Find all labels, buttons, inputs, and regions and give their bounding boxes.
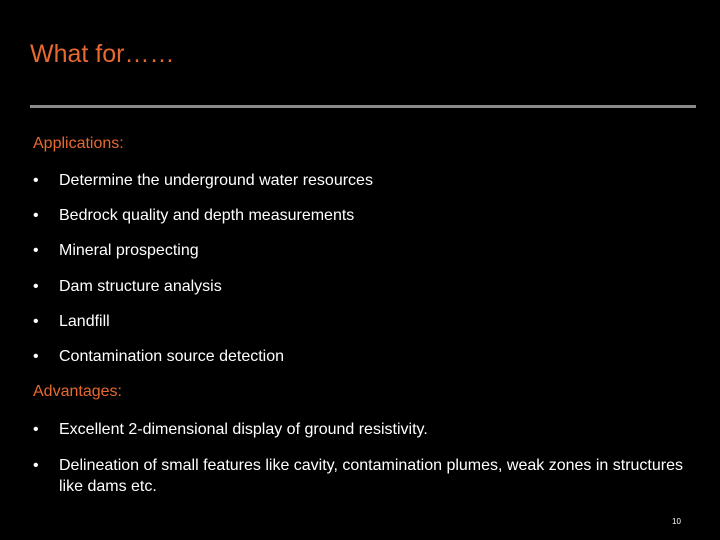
application-item: Mineral prospecting: [59, 242, 199, 259]
list-item: [33, 455, 693, 497]
bullet-icon: •: [33, 278, 39, 295]
application-item: Contamination source detection: [59, 348, 285, 365]
bullet-icon: •: [33, 457, 39, 474]
application-item: Determine the underground water resources: [59, 172, 373, 189]
title-divider: [30, 105, 696, 108]
list-item: [33, 311, 693, 332]
list-item: [33, 276, 693, 297]
slide-title: What for……: [30, 40, 175, 68]
bullet-icon: •: [33, 348, 39, 365]
application-item: Landfill: [59, 313, 110, 330]
bullet-icon: •: [33, 242, 39, 259]
application-item: Bedrock quality and depth measurements: [59, 207, 355, 224]
bullet-icon: •: [33, 172, 39, 189]
advantage-item: Excellent 2-dimensional display of ground resistivity.: [59, 421, 428, 438]
application-item: Dam structure analysis: [59, 278, 222, 295]
bullet-icon: •: [33, 421, 39, 438]
list-item: [33, 205, 693, 226]
advantage-item: Delineation of small features like cavity, contamination plumes, weak zones in structures like dams etc.: [59, 457, 683, 495]
list-item: [33, 346, 693, 367]
advantages-heading: Advantages:: [33, 383, 122, 400]
list-item: [33, 419, 693, 440]
list-item: [33, 240, 693, 261]
list-item: [33, 170, 693, 191]
applications-heading: Applications:: [33, 135, 124, 152]
bullet-icon: •: [33, 313, 39, 330]
bullet-icon: •: [33, 207, 39, 224]
page-number: 10: [672, 517, 681, 526]
